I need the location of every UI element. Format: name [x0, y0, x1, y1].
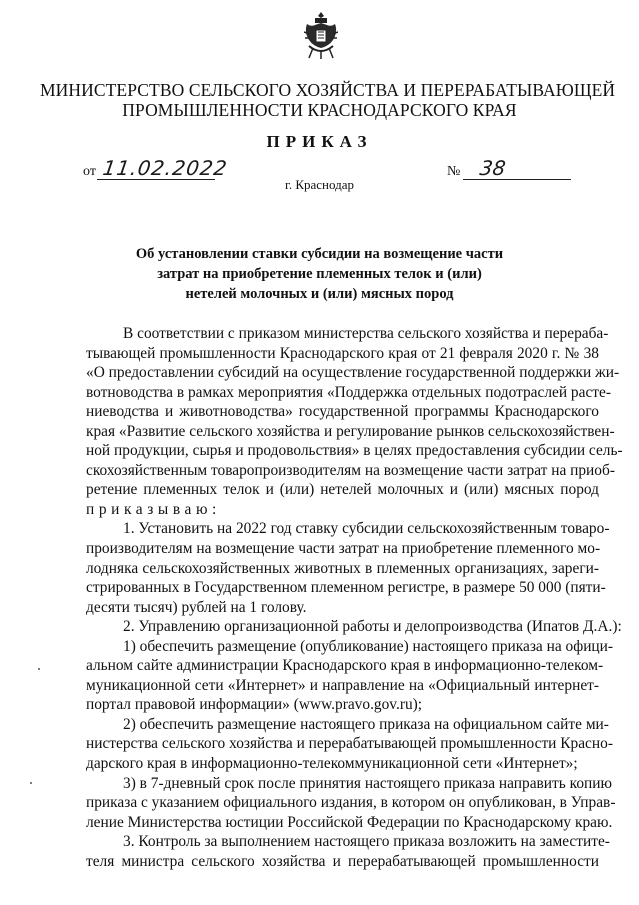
scan-speck — [38, 668, 40, 670]
body-line: «О предоставлении субсидий на осуществление государственной поддержки жи- — [86, 364, 620, 382]
body-line: тывающей промышленности Краснодарского края от 21 февраля 2020 г. № 38 — [86, 344, 599, 362]
body-line: ниеводства и животноводства» государственной программы Краснодарского — [86, 403, 599, 421]
body-line: ление Министерства юстиции Российской Федерации по Краснодарскому краю. — [86, 813, 613, 831]
body-line: 1) обеспечить размещение (опубликование) настоящего приказа на офици- — [123, 637, 614, 655]
order-subject — [60, 244, 579, 304]
order-body — [86, 324, 623, 871]
body-line: 2. Управлению организационной работы и делопроизводства (Ипатов Д.А.): — [123, 618, 622, 636]
scan-speck — [30, 782, 32, 784]
coat-of-arms-icon — [304, 10, 338, 60]
body-line: 2) обеспечить размещение настоящего приказа на официальном сайте ми- — [123, 715, 609, 733]
body-line: скохозяйственным товаропроизводителям на возмещение части затрат на приоб- — [86, 461, 615, 479]
date-value: 11.02.2022 — [101, 156, 230, 180]
body-line: вотноводства в рамках мероприятия «Поддержка отдельных подотраслей расте- — [86, 383, 611, 401]
body-line: муникационной сети «Интернет» и направление на «Официальный интернет- — [86, 676, 599, 694]
body-line: лодняка сельскохозяйственных животных в племенных организациях, зареги- — [86, 559, 599, 577]
subject-line-3: нетелей молочных и (или) мясных пород — [185, 286, 454, 302]
number-value: 38 — [478, 156, 508, 180]
body-line: ной продукции, сырья и продовольствия» в целях предоставления субсидии сель- — [86, 442, 623, 460]
body-line: производителям на возмещение части затрат на приобретение племенного мо- — [86, 540, 601, 558]
subject-line-1: Об установлении ставки субсидии на возмещение части — [135, 246, 504, 262]
subject-line-2: затрат на приобретение племенных телок и (или) — [157, 266, 482, 282]
ministry-line-2: ПРОМЫШЛЕННОСТИ КРАСНОДАРСКОГО КРАЯ — [122, 100, 517, 120]
city-label: г. Краснодар — [284, 177, 355, 192]
body-line: 3) в 7-дневный срок после принятия настоящего приказа направить копию — [123, 774, 612, 792]
body-line: 1. Установить на 2022 год ставку субсидии сельскохозяйственным товаро- — [123, 520, 610, 538]
body-line: альном сайте администрации Краснодарского края в информационно-телеком- — [86, 657, 604, 675]
body-line: дарского края в информационно-телекоммуникационной сети «Интернет»; — [86, 755, 578, 773]
ministry-name — [40, 80, 616, 120]
body-line: нистерства сельского хозяйства и перерабатывающей промышленности Красно- — [86, 735, 613, 753]
date-prefix: от — [83, 164, 96, 179]
body-line: ретение племенных телок и (или) нетелей молочных и (или) мясных пород — [86, 481, 599, 499]
body-line: приказа с указанием официального издания, в котором он опубликован, в Управ- — [86, 794, 616, 812]
body-line: приказываю: — [86, 500, 221, 518]
body-line: края «Развитие сельского хозяйства и регулирование рынков сельскохозяйствен- — [86, 422, 615, 440]
body-line: В соответствии с приказом министерства сельского хозяйства и перераба- — [123, 325, 609, 342]
order-title: ПРИКАЗ — [266, 132, 373, 151]
body-line: десяти тысяч) рублей на 1 голову. — [86, 598, 307, 616]
body-line: теля министра сельского хозяйства и перерабатывающей промышленности — [86, 852, 599, 870]
body-line: 3. Контроль за выполнением настоящего приказа возложить на заместите- — [123, 833, 610, 851]
body-line: портал правовой информации» (www.pravo.gov.ru); — [86, 696, 423, 714]
ministry-line-1: МИНИСТЕРСТВО СЕЛЬСКОГО ХОЗЯЙСТВА И ПЕРЕРАБАТЫВАЮЩЕЙ — [40, 80, 616, 100]
number-prefix: № — [447, 164, 461, 179]
body-line: стрированных в Государственном племенном регистре, в размере 50 000 (пяти- — [86, 579, 606, 597]
